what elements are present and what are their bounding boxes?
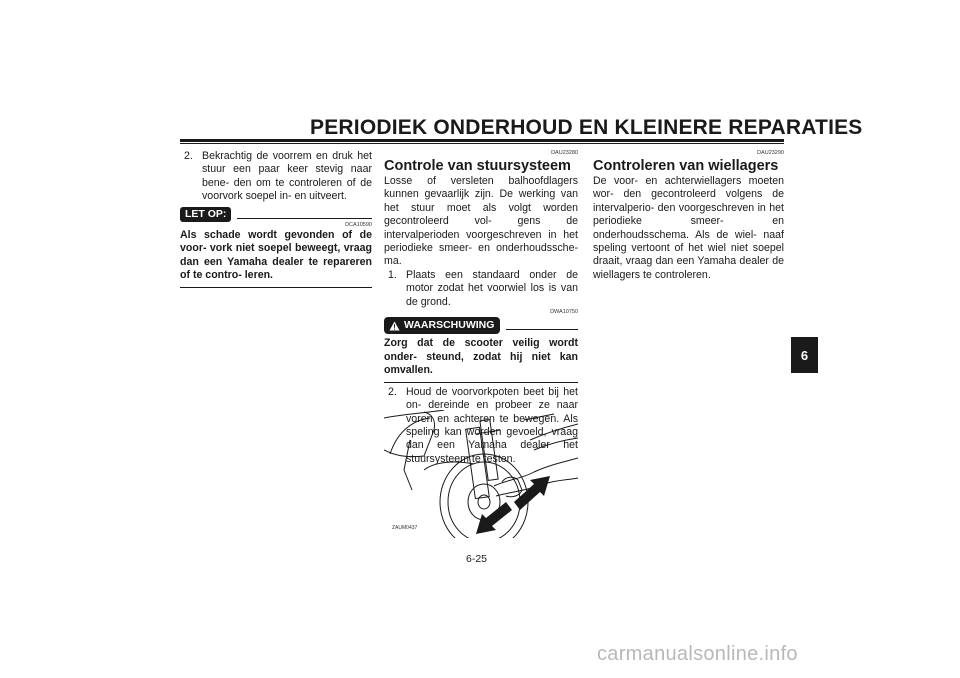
chapter-tab: 6 [791, 337, 818, 373]
warning-text: Zorg dat de scooter veilig wordt onder- steund, zodat hij niet kan omvallen. [384, 337, 578, 377]
warning-label: WAARSCHUWING [404, 319, 495, 332]
note-badge: LET OP: [180, 207, 231, 222]
section-code: DAU23280 [551, 150, 578, 156]
step-number: 2. [184, 150, 193, 162]
step-1-item [384, 269, 578, 309]
warning-code: DWA10750 [550, 309, 578, 316]
warning-end-rule [384, 382, 578, 383]
step-text: Plaats een standaard onder de motor zodat het voorwiel los is van de grond. [406, 268, 578, 308]
page-header-title: PERIODIEK ONDERHOUD EN KLEINERE REPARATIES [310, 116, 863, 139]
steering-check-illustration [384, 410, 578, 538]
header-rule-thin [180, 143, 784, 144]
figure-code: ZAUM0437 [392, 525, 418, 531]
section-code: DAU23290 [757, 150, 784, 156]
step-text: Houd de voorvorkpoten beet bij het on- dereinde en probeer ze naar voren en achteren te bewegen. Als speling kan worden gevoeld, vraag dan een Yamaha dealer het stuursysteem te testen. [406, 385, 578, 465]
note-header [180, 207, 372, 222]
note-rule [237, 218, 372, 219]
header-rule [180, 139, 784, 142]
step-text: Bekrachtig de voorrem en druk het stuur een paar keer stevig naar bene- den om te controleren of de voorvork soepel in- en uitveert. [202, 150, 372, 203]
section-title: Controle van stuursysteem [384, 158, 571, 174]
warning-rule [506, 329, 578, 330]
note-code: DCA10590 [345, 222, 372, 229]
warning-triangle-icon [389, 321, 400, 331]
step-number: 2. [388, 385, 397, 398]
page-number: 6-25 [466, 553, 488, 565]
section-text: De voor- en achterwiellagers moeten wor- den gecontroleerd volgens de intervalperio- den voorgeschreven in het periodieke smeer- en onderhoudsschema. Als de wiel- naaf speling vertoont of het wiel niet soepel draait, vraag dan een Yamaha dealer de wiellagers te controleren. [593, 175, 784, 281]
section-title: Controleren van wiellagers [593, 158, 779, 174]
step-number: 1. [388, 268, 397, 281]
watermark-text: carmanualsonline.info [597, 643, 798, 665]
step-2-item [180, 150, 372, 204]
section-intro: Losse of versleten balhoofdlagers kunnen gevaarlijk zijn. De werking van het stuur moet als volgt worden gecontroleerd vol- gens de intervalperioden voorgeschreven in het periodieke smeer- en onderhoudssche- ma. [384, 175, 578, 268]
note-end-rule [180, 287, 372, 288]
warning-header [384, 317, 578, 334]
warning-badge [384, 317, 500, 334]
column-3 [593, 150, 784, 282]
note-text: Als schade wordt gevonden of de voor- vork niet soepel beweegt, vraag dan een Yamaha dealer te repareren of te contro- leren. [180, 229, 372, 282]
column-1 [180, 150, 372, 288]
